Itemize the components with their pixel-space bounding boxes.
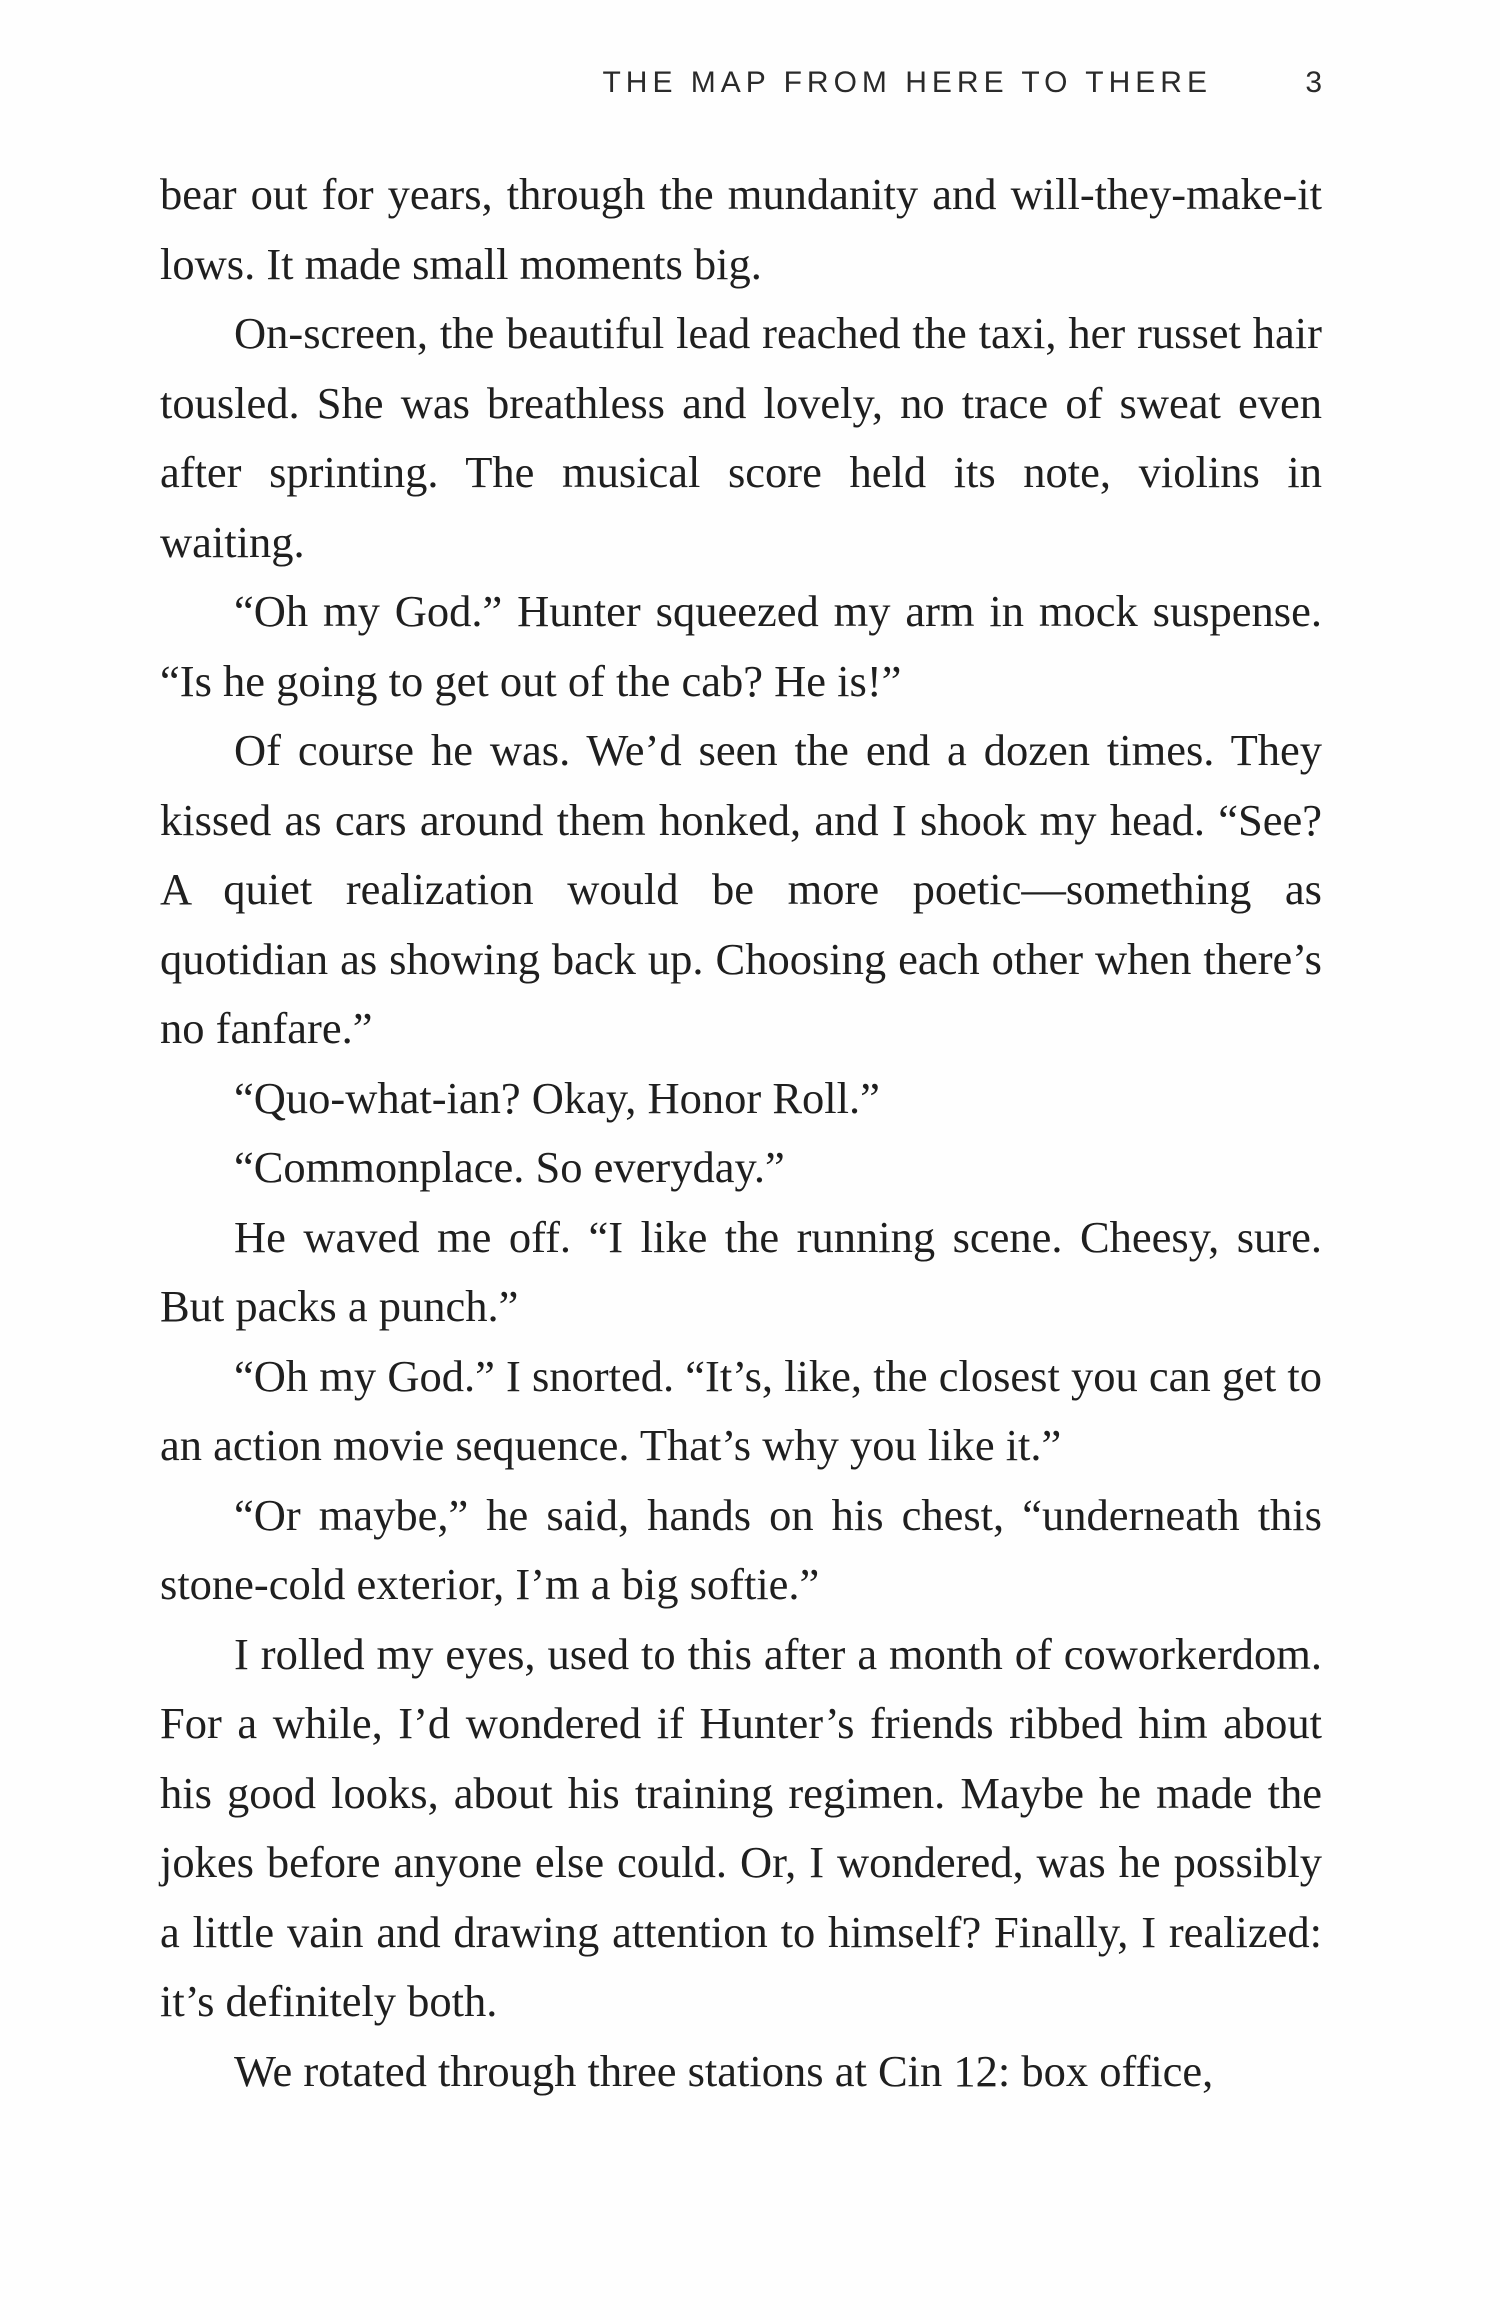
paragraph: “Or maybe,” he said, hands on his chest, “underneath this stone-cold exterior, I’m a big softie.” xyxy=(160,1489,1322,1609)
paragraph: On-screen, the beautiful lead reached the taxi, her russet hair tousled. She was breathless and lovely, no trace of sweat even after sprinting. The musical score held its note, violins in waiting. xyxy=(160,308,1322,567)
page-number: 3 xyxy=(1305,66,1322,99)
paragraph: I rolled my eyes, used to this after a month of coworkerdom. For a while, I’d wondered if Hunter’s friends ribbed him about his good looks, about his training regimen. Maybe he made the jokes before anyone else could. Or, I wondered, was he possibly a little vain and drawing attention to himself? Finally, I realized: it’s definitely both. xyxy=(160,1628,1322,2026)
paragraph: We rotated through three stations at Cin 12: box office, xyxy=(234,2045,1214,2096)
paragraph: “Commonplace. So everyday.” xyxy=(234,1142,785,1192)
paragraph: He waved me off. “I like the running scene. Cheesy, sure. But packs a punch.” xyxy=(160,1211,1322,1331)
running-title: THE MAP FROM HERE TO THERE xyxy=(602,66,1212,99)
body-text xyxy=(160,160,1322,2106)
paragraph-continued: bear out for years, through the mundanity and will-they-make-it lows. It made small moments big. xyxy=(160,169,1322,289)
paragraph: “Oh my God.” Hunter squeezed my arm in mock suspense. “Is he going to get out of the cab? He is!” xyxy=(160,586,1322,706)
running-head xyxy=(160,66,1322,116)
paragraph: “Oh my God.” I snorted. “It’s, like, the closest you can get to an action movie sequence. That’s why you like it.” xyxy=(160,1350,1322,1470)
paragraph: “Quo-what-ian? Okay, Honor Roll.” xyxy=(234,1072,880,1123)
paragraph: Of course he was. We’d seen the end a dozen times. They kissed as cars around them honked, and I shook my head. “See? A quiet realization would be more poetic—something as quotidian as showing back up. Choosing each other when there’s no fanfare.” xyxy=(160,725,1322,1053)
